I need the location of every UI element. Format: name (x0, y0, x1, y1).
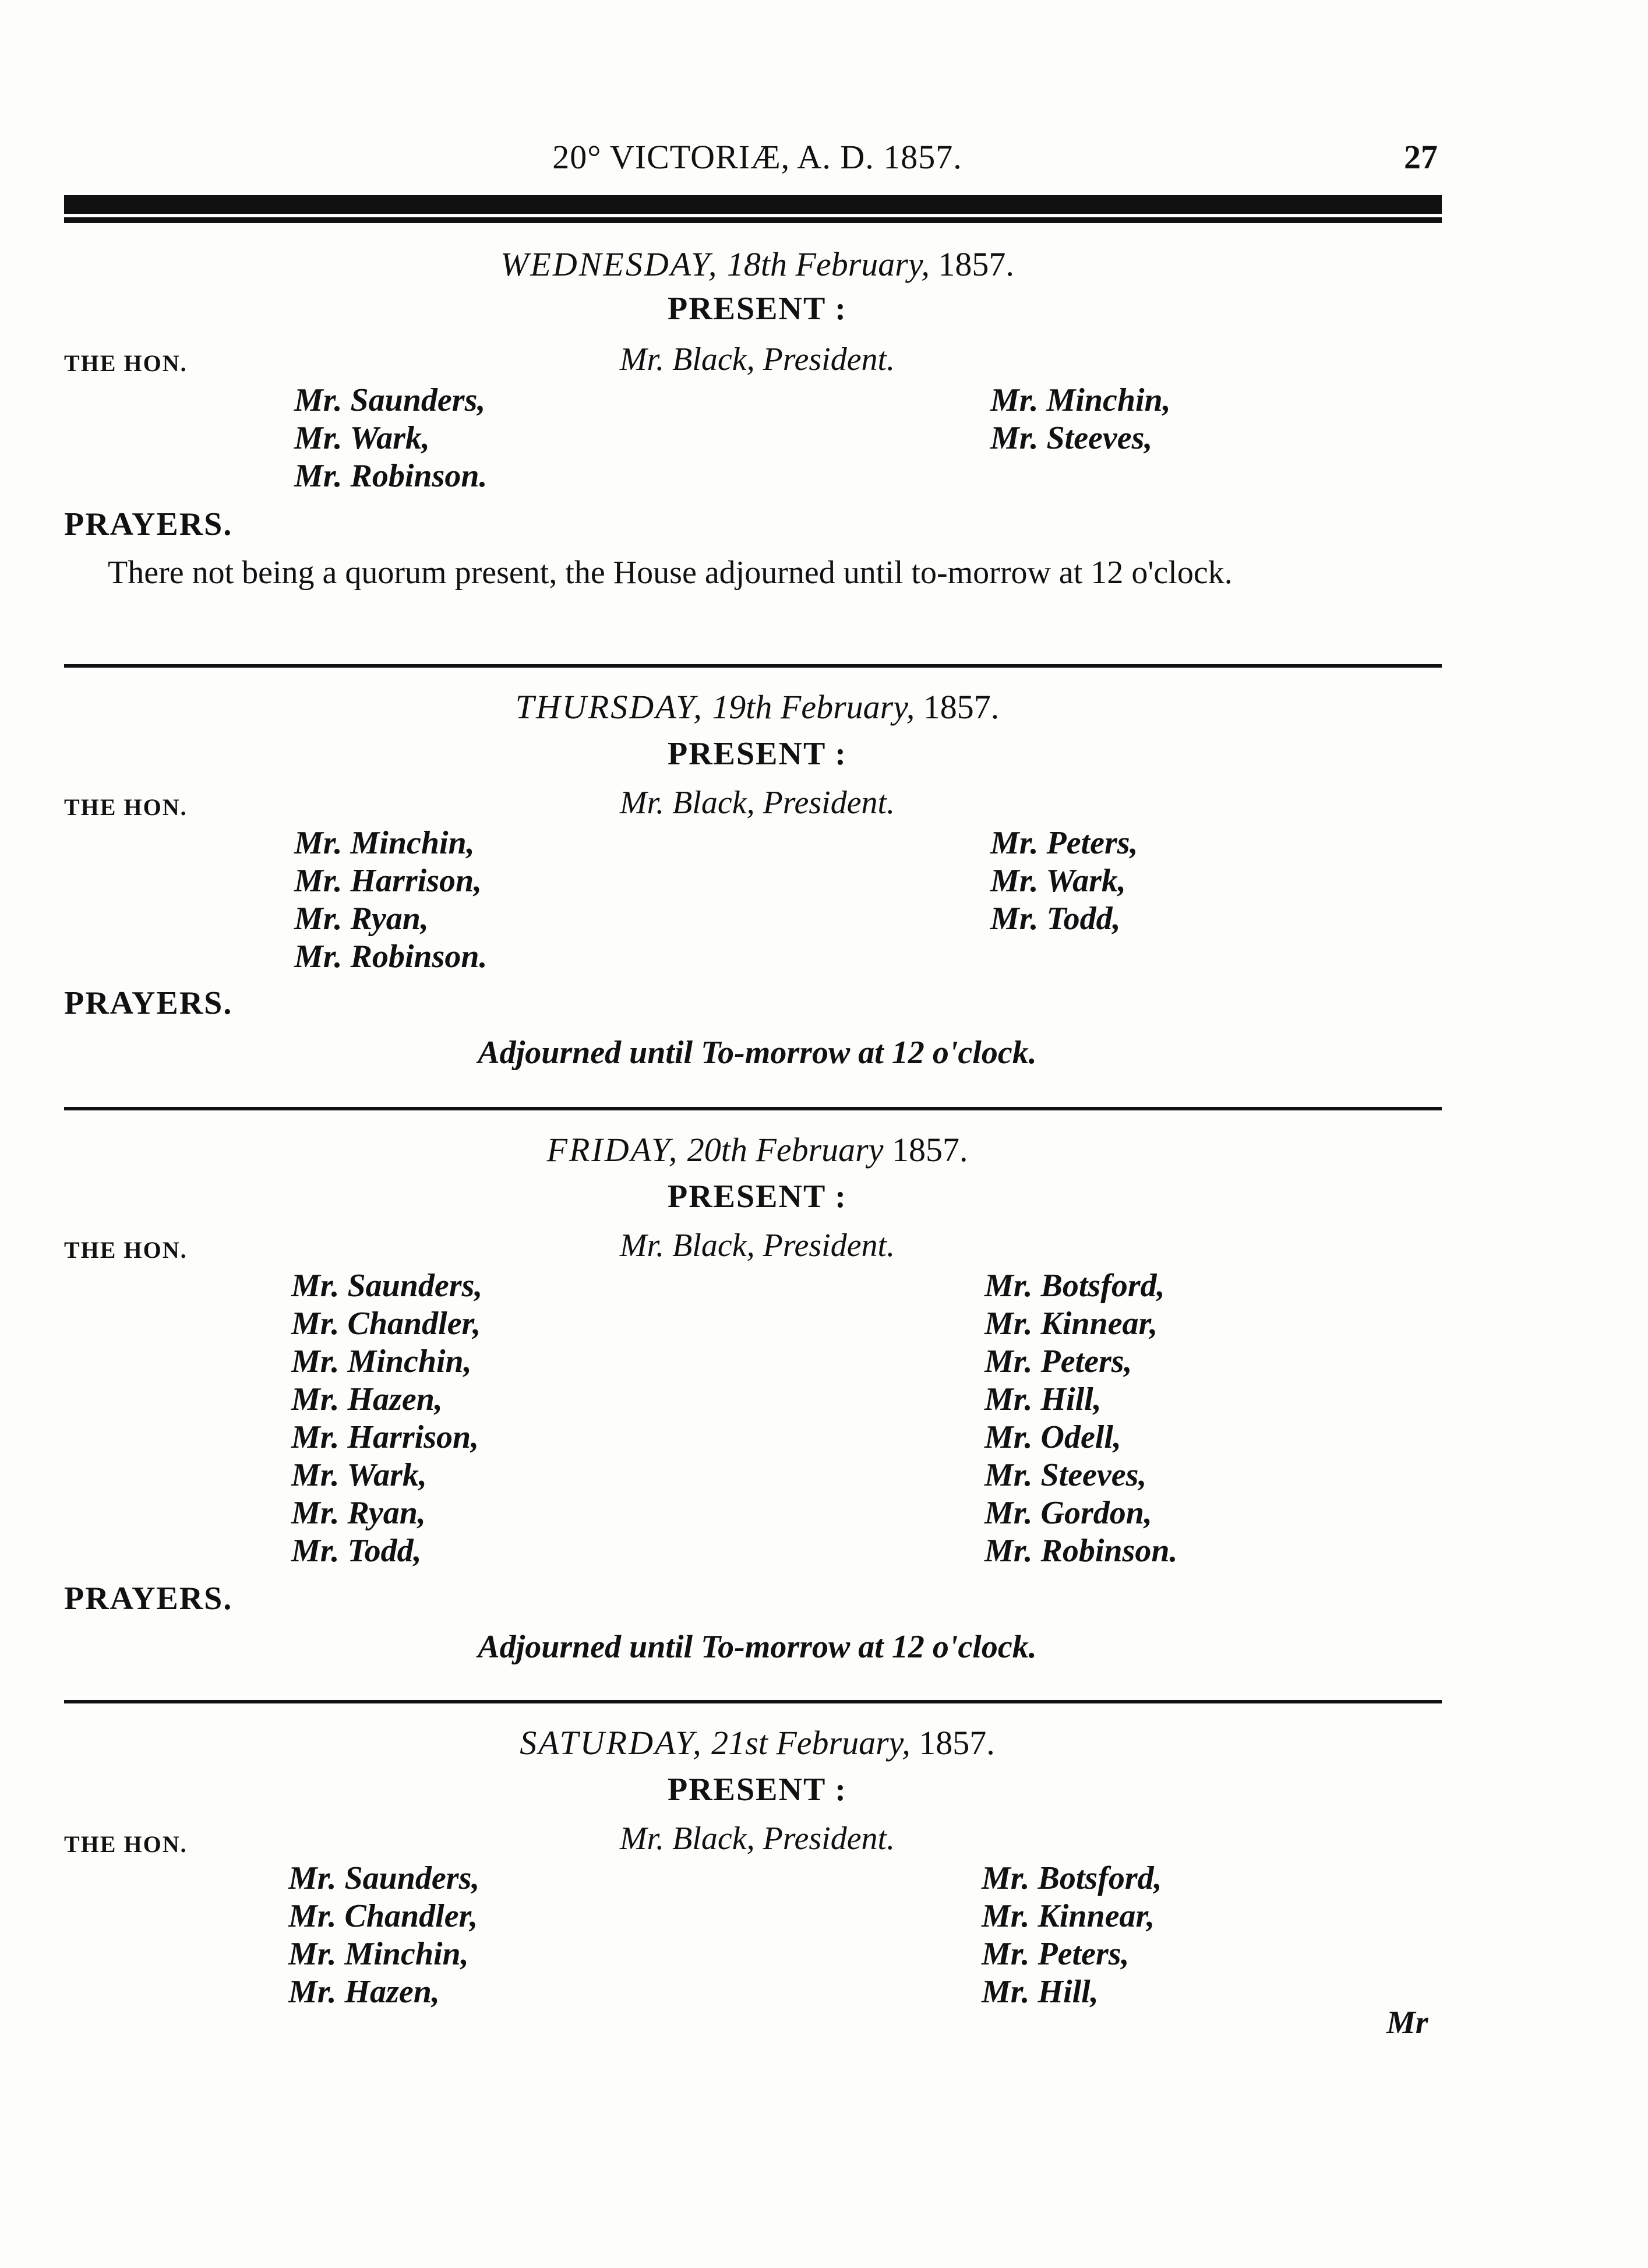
day-name: FRIDAY, (546, 1131, 679, 1169)
the-hon-label: THE HON. (64, 794, 188, 820)
member-name: Mr. Minchin, (294, 825, 475, 861)
member-name: Mr. Hazen, (288, 1974, 440, 2010)
day-number: 21st (711, 1724, 768, 1762)
day-number: 18th (726, 245, 788, 283)
member-name: Mr. Ryan, (291, 1495, 426, 1531)
header-rule (64, 195, 1442, 217)
president-line: Mr. Black, President. (619, 341, 895, 378)
year: 1857. (938, 245, 1014, 283)
member-name: Mr. Hill, (982, 1974, 1099, 2010)
adjournment-note: Adjourned until To-morrow at 12 o'clock. (478, 1035, 1037, 1071)
prayers-heading: PRAYERS. (64, 506, 233, 542)
member-name: Mr. Hazen, (291, 1381, 443, 1417)
member-name: Mr. Gordon, (984, 1495, 1152, 1531)
member-name: Mr. Robinson. (984, 1533, 1178, 1569)
present-heading: PRESENT : (668, 291, 847, 327)
president-line: Mr. Black, President. (619, 785, 895, 821)
adjournment-note: Adjourned until To-morrow at 12 o'clock. (478, 1629, 1037, 1665)
member-name: Mr. Wark, (291, 1457, 427, 1493)
month: February (756, 1131, 884, 1169)
member-name: Mr. Steeves, (990, 420, 1153, 456)
section-divider (64, 1700, 1442, 1703)
member-name: Mr. Robinson. (294, 458, 488, 494)
day-name: WEDNESDAY, (500, 245, 719, 283)
president-line: Mr. Black, President. (619, 1228, 895, 1264)
day-number: 19th (712, 688, 772, 726)
present-heading: PRESENT : (668, 1179, 847, 1215)
member-name: Mr. Peters, (984, 1343, 1132, 1380)
member-name: Mr. Wark, (990, 863, 1126, 899)
year: 1857. (923, 688, 1000, 726)
day-number: 20th (687, 1131, 747, 1169)
month: February, (795, 245, 930, 283)
member-name: Mr. Steeves, (984, 1457, 1147, 1493)
the-hon-label: THE HON. (64, 1237, 188, 1263)
the-hon-label: THE HON. (64, 1831, 188, 1857)
year: 1857. (891, 1131, 968, 1169)
member-name: Mr. Chandler, (288, 1898, 478, 1934)
member-name: Mr. Hill, (984, 1381, 1102, 1417)
member-name: Mr. Minchin, (291, 1343, 472, 1380)
member-name: Mr. Harrison, (294, 863, 482, 899)
member-name: Mr. Odell, (984, 1419, 1121, 1455)
page-number: 27 (1404, 138, 1438, 176)
member-name: Mr. Wark, (294, 420, 430, 456)
section-divider (64, 664, 1442, 668)
member-name: Mr. Saunders, (294, 382, 486, 418)
sitting-date-thursday (0, 687, 1515, 726)
member-name: Mr. Robinson. (294, 939, 488, 975)
member-name: Mr. Minchin, (990, 382, 1171, 418)
member-name: Mr. Kinnear, (984, 1306, 1158, 1342)
the-hon-label: THE HON. (64, 350, 188, 376)
year: 1857. (919, 1724, 995, 1762)
member-name: Mr. Harrison, (291, 1419, 479, 1455)
present-heading: PRESENT : (668, 1772, 847, 1808)
member-name: Mr. Botsford, (984, 1268, 1165, 1304)
day-name: SATURDAY, (520, 1724, 703, 1762)
president-line: Mr. Black, President. (619, 1821, 895, 1857)
month: February, (780, 688, 915, 726)
running-title: 20° VICTORIÆ, A. D. 1857. (552, 138, 962, 176)
sitting-date-saturday (0, 1723, 1515, 1762)
section-divider (64, 1107, 1442, 1110)
member-name: Mr. Kinnear, (982, 1898, 1155, 1934)
member-name: Mr. Peters, (982, 1936, 1130, 1972)
catchword: Mr (1386, 2005, 1428, 2041)
prayers-heading: PRAYERS. (64, 985, 233, 1021)
member-name: Mr. Todd, (291, 1533, 422, 1569)
member-name: Mr. Minchin, (288, 1936, 469, 1972)
member-name: Mr. Todd, (990, 901, 1121, 937)
sitting-date-wednesday (0, 245, 1515, 284)
quorum-note: There not being a quorum present, the House adjourned until to-morrow at 12 o'clock. (108, 555, 1233, 591)
member-name: Mr. Saunders, (288, 1860, 480, 1896)
sitting-date-friday (0, 1130, 1515, 1169)
member-name: Mr. Ryan, (294, 901, 429, 937)
member-name: Mr. Saunders, (291, 1268, 483, 1304)
present-heading: PRESENT : (668, 736, 847, 772)
month: February, (776, 1724, 911, 1762)
member-name: Mr. Peters, (990, 825, 1138, 861)
prayers-heading: PRAYERS. (64, 1581, 233, 1617)
day-name: THURSDAY, (515, 688, 704, 726)
member-name: Mr. Botsford, (982, 1860, 1162, 1896)
member-name: Mr. Chandler, (291, 1306, 481, 1342)
